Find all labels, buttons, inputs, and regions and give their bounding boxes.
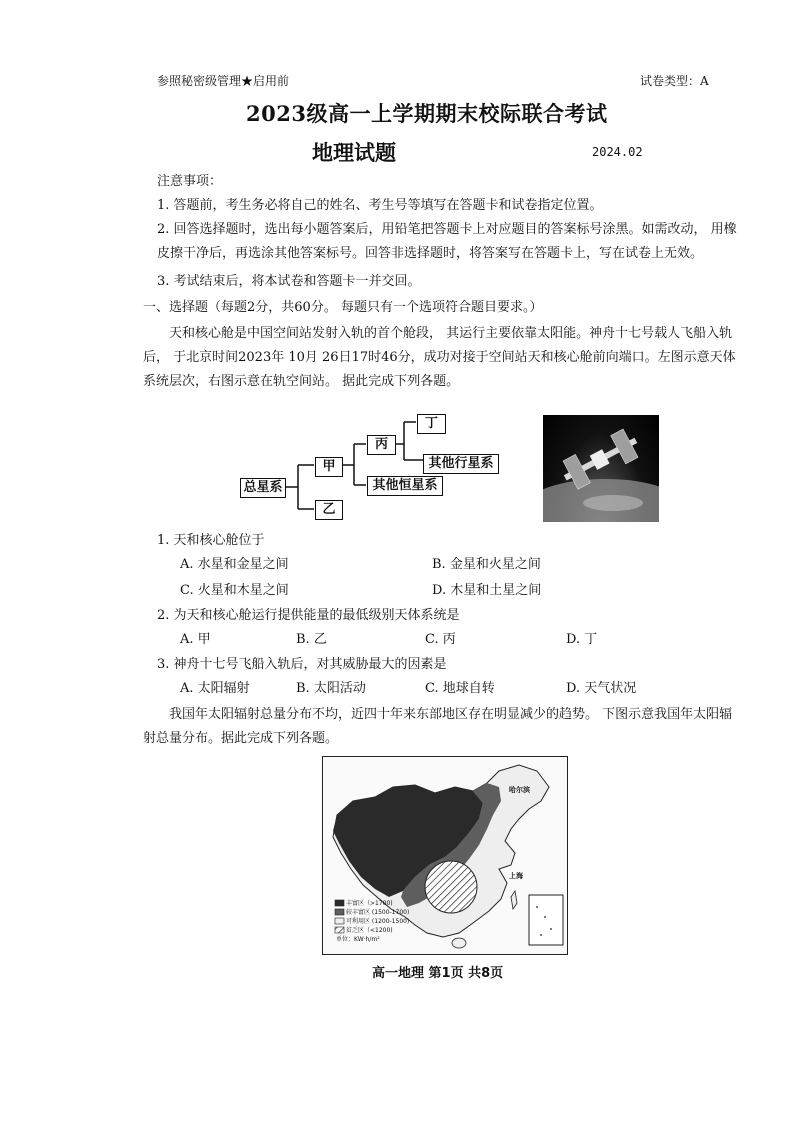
node-yi: 乙 [315,500,343,520]
node-other-star-systems: 其他恒星系 [367,476,443,496]
q1-option-d: D. 木星和土星之间 [432,583,542,598]
notice-item-1: 1. 答题前，考生务必将自己的姓名、考生号等填写在答题卡和试卷指定位置。 [157,198,603,213]
city-label-shanghai: 上海 [509,871,523,880]
q3-option-a: A. 太阳辐射 [180,681,250,696]
node-other-planet-systems: 其他行星系 [423,454,499,474]
exam-title: 2023级高一上学期期末校际联合考试 [246,101,608,126]
space-station-photo [543,415,659,522]
notice-item-2: 2. 回答选择题时，选出每小题答案后，用铅笔把答题卡上对应题目的答案标号涂黑。如需改动， 用橡皮擦干净后，再选涂其他答案标号。回答非选择题时，将答案写在答题卡上，写在试卷上无效。 [157,222,737,261]
exam-date: 2024.02 [592,145,643,159]
celestial-system-diagram [236,405,506,523]
legend-unit: 单位：KW·h/m² [336,936,380,943]
notice-item-3: 3. 考试结束后，将本试卷和答题卡一并交回。 [157,274,421,289]
q2-option-d: D. 丁 [566,632,598,647]
secret-level-label: 参照秘密级管理★启用前 [157,74,290,88]
q1-option-a: A. 水星和金星之间 [180,557,289,572]
q2-option-a: A. 甲 [180,632,211,647]
notice-heading: 注意事项： [157,174,223,189]
space-station-icon [543,415,659,522]
q2-option-b: B. 乙 [296,632,327,647]
node-ding: 丁 [417,414,446,434]
legend-poor: 贫乏区（<1200) [346,927,393,934]
node-bing: 丙 [367,435,396,455]
node-jia: 甲 [315,457,343,477]
question-1-stem: 1. 天和核心舱位于 [157,533,265,548]
question-2-stem: 2. 为天和核心舱运行提供能量的最低级别天体系统是 [157,608,460,623]
q2-option-c: C. 丙 [425,632,456,647]
paper-type-label: 试卷类型：A [640,74,709,88]
q3-option-c: C. 地球自转 [425,681,495,696]
page-footer: 高一地理 第1页 共8页 [372,966,504,981]
city-label-harbin: 哈尔滨 [509,785,530,794]
q3-option-d: D. 天气状况 [566,681,637,696]
subject-title: 地理试题 [312,140,396,165]
q3-option-b: B. 太阳活动 [296,681,366,696]
legend-fairly-rich: 较丰富区 (1500-1700) [346,909,410,916]
q1-option-b: B. 金星和火星之间 [432,557,541,572]
section-heading: 一、选择题（每题2分，共60分。 每题只有一个选项符合题目要求。） [143,300,543,315]
passage-2: 我国年太阳辐射总量分布不均，近四十年来东部地区存在明显减少的趋势。 下图示意我国年太阳辐射总量分布。据此完成下列各题。 [143,707,733,746]
legend-rich: 丰富区（>1700) [346,900,393,907]
question-3-stem: 3. 神舟十七号飞船入轨后，对其威胁最大的因素是 [157,657,447,672]
node-total-galaxy: 总星系 [240,478,286,498]
solar-radiation-map [322,756,568,955]
legend-usable: 可利用区 (1200-1500) [346,918,410,925]
passage-1: 天和核心舱是中国空间站发射入轨的首个舱段， 其运行主要依靠太阳能。神舟十七号载人飞船入轨后， 于北京时间2023年 10月 26日17时46分，成功对接于空间站天和核心舱前向端口。左图示意天体系统层次，右图示意在轨空间站。 据此完成下列各题。 [143,326,736,389]
q1-option-c: C. 火星和木星之间 [180,583,289,598]
